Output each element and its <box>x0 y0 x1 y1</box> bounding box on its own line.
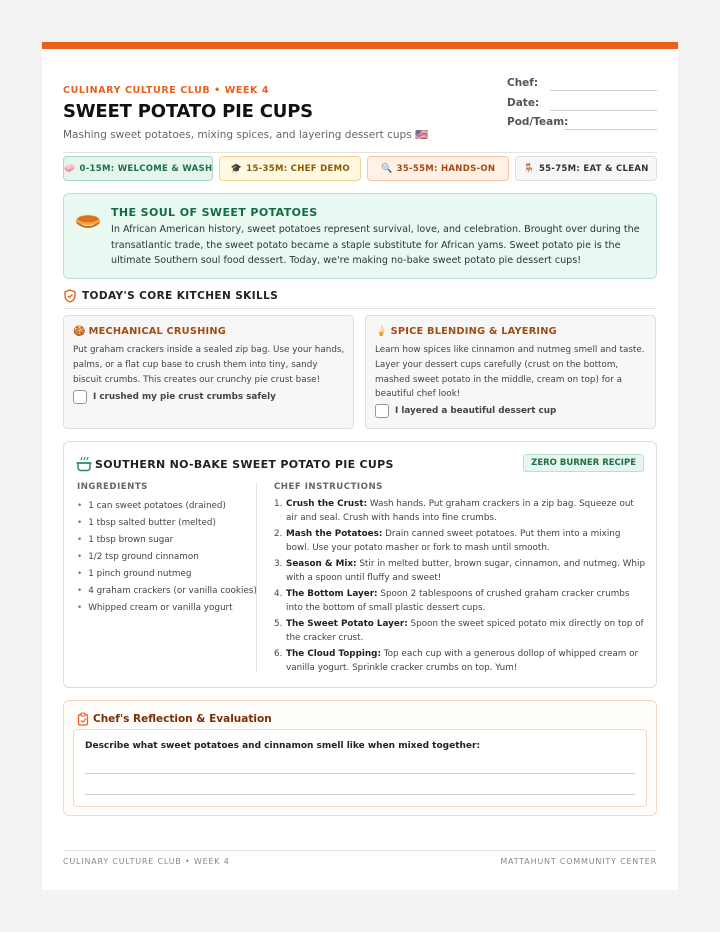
chair-icon: 🪑 <box>523 163 535 174</box>
phase-label: 55-75M: EAT & CLEAN <box>538 163 649 174</box>
date-label: Date: <box>507 97 540 109</box>
phase-label: 15-35M: CHEF DEMO <box>246 163 350 174</box>
skill-card-layering <box>365 315 656 429</box>
cooking-pot-icon <box>76 456 92 472</box>
ingredient-item: • Whipped cream or vanilla yogurt <box>77 600 252 617</box>
step-number: 3. <box>274 559 283 569</box>
clipboard-icon <box>76 712 90 726</box>
instruction-step <box>274 528 646 555</box>
shield-icon <box>63 289 77 303</box>
phase-welcome <box>63 156 213 181</box>
skill-text: Learn how spices like cinnamon and nutmeg smell and taste. Layer your dessert cups carefully (crust on the bottom, mashed sweet potato in the middle, cream on top) for a beautiful chef look! <box>375 345 645 400</box>
worksheet-page <box>42 42 678 890</box>
skill-text: Put graham crackers inside a sealed zip bag. Use your hands, palms, or a flat cup base to crush them into tiny, sandy biscuit crumbs. This creates our crunchy pie crust base! <box>73 345 345 385</box>
chef-label: Chef: <box>507 77 539 89</box>
phase-label: 0-15M: WELCOME & WASH <box>79 163 213 174</box>
checkbox-label: I crushed my pie crust crumbs safely <box>93 392 276 402</box>
step-title: Season & Mix: <box>286 559 357 569</box>
step-text: Spoon 2 tablespoons of crushed graham cracker crumbs into the bottom of small plastic dessert cups. <box>286 589 630 613</box>
pod-label: Pod/Team: <box>507 116 569 128</box>
phase-timeline <box>63 156 657 181</box>
cookie-icon: 🍪 <box>73 326 86 337</box>
instruction-step <box>274 588 646 615</box>
chef-hat-icon: 🎓 <box>230 163 243 174</box>
skill-title <box>375 326 557 337</box>
skill-checkbox-layering[interactable] <box>375 404 556 418</box>
zero-burner-badge: ZERO BURNER RECIPE <box>523 454 644 472</box>
header-divider <box>63 152 657 153</box>
reflection-box <box>63 700 657 816</box>
callout-title: THE SOUL OF SWEET POTATOES <box>111 206 318 219</box>
reflection-answer-area[interactable] <box>73 729 647 807</box>
header <box>42 49 678 149</box>
step-number: 4. <box>274 589 283 599</box>
ingredient-item: • 1 can sweet potatoes (drained) <box>77 498 252 515</box>
step-number: 5. <box>274 619 283 629</box>
chef-line[interactable] <box>550 90 657 91</box>
recipe-title: SOUTHERN NO-BAKE SWEET POTATO PIE CUPS <box>95 458 394 471</box>
instruction-step <box>274 648 646 675</box>
skill-title-text: SPICE BLENDING & LAYERING <box>390 326 557 337</box>
instructions-list <box>274 498 646 678</box>
phase-hands-on <box>367 156 509 181</box>
step-text: Wash hands. Put graham crackers in a zip bag. Squeeze out air and seal. Crush with hands into fine crumbs. <box>286 499 634 523</box>
step-number: 6. <box>274 649 283 659</box>
ice-cream-icon: 🍦 <box>375 326 388 337</box>
step-title: Crush the Crust: <box>286 499 368 509</box>
step-number: 1. <box>274 499 283 509</box>
magnifier-icon: 🔍 <box>381 163 393 174</box>
step-title: Mash the Potatoes: <box>286 529 383 539</box>
step-title: The Sweet Potato Layer: <box>286 619 408 629</box>
phase-eat-clean <box>515 156 657 181</box>
reflection-question: Describe what sweet potatoes and cinnamon smell like when mixed together: <box>85 741 481 751</box>
phase-label: 35-55M: HANDS-ON <box>396 163 496 174</box>
checkbox[interactable] <box>375 404 389 418</box>
date-line[interactable] <box>550 110 657 111</box>
step-number: 2. <box>274 529 283 539</box>
callout-text: In African American history, sweet potatoes represent survival, love, and celebration. Brought over during the transatlantic trade, the sweet potato became a staple substitute for African yams. Sweet potato pie is the ultimate Southern soul food dessert. Today, we're making no-bake sweet potato pie dessert cups! <box>111 224 640 266</box>
step-text: Top each cup with a generous dollop of whipped cream or vanilla yogurt. Sprinkle cracker crumbs on top. Yum! <box>286 649 639 673</box>
answer-line[interactable] <box>85 794 635 795</box>
reflection-title: Chef's Reflection & Evaluation <box>93 713 272 725</box>
subtitle: Mashing sweet potatoes, mixing spices, and layering dessert cups 🇺🇸 <box>63 129 429 141</box>
ingredient-item: • 1/2 tsp ground cinnamon <box>77 549 252 566</box>
skill-card-crushing <box>63 315 354 429</box>
skill-title-text: MECHANICAL CRUSHING <box>88 326 226 337</box>
soap-icon: 🧼 <box>64 163 76 174</box>
ingredient-item: • 1 tbsp brown sugar <box>77 532 252 549</box>
page-title: SWEET POTATO PIE CUPS <box>63 101 313 122</box>
skills-heading <box>63 289 657 309</box>
kicker: CULINARY CULTURE CLUB • WEEK 4 <box>63 85 270 96</box>
skills-heading-label: TODAY'S CORE KITCHEN SKILLS <box>82 290 279 302</box>
footer-divider <box>63 850 657 851</box>
accent-bar <box>42 42 678 49</box>
instruction-step <box>274 558 646 585</box>
skill-checkbox-crushing[interactable] <box>73 390 276 404</box>
instructions-heading: CHEF INSTRUCTIONS <box>274 482 383 492</box>
ingredient-item: • 1 pinch ground nutmeg <box>77 566 252 583</box>
answer-line[interactable] <box>85 773 635 774</box>
ingredients-heading: INGREDIENTS <box>77 482 148 492</box>
checkbox[interactable] <box>73 390 87 404</box>
ingredients-list <box>77 498 257 617</box>
checkbox-label: I layered a beautiful dessert cup <box>395 406 557 416</box>
ingredient-item: • 1 tbsp salted butter (melted) <box>77 515 252 532</box>
pie-icon <box>75 213 101 229</box>
step-text: Spoon the sweet spiced potato mix directly on top of the cracker crust. <box>286 619 644 643</box>
instruction-step <box>274 498 646 525</box>
recipe-card <box>63 441 657 688</box>
step-text: Stir in melted butter, brown sugar, cinnamon, and nutmeg. Whip with a spoon until fluffy and sweet! <box>286 559 646 583</box>
ingredient-item: • 4 graham crackers (or vanilla cookies) <box>77 583 252 600</box>
footer-right: MATTAHUNT COMMUNITY CENTER <box>500 857 657 866</box>
column-divider <box>256 482 257 672</box>
step-title: The Bottom Layer: <box>286 589 378 599</box>
phase-demo <box>219 156 361 181</box>
skill-title <box>73 326 226 337</box>
instruction-step <box>274 618 646 645</box>
step-title: The Cloud Topping: <box>286 649 381 659</box>
step-text: Drain canned sweet potatoes. Put them into a mixing bowl. Use your potato masher or fork to mash until smooth. <box>286 529 621 553</box>
footer-left: CULINARY CULTURE CLUB • WEEK 4 <box>63 857 230 866</box>
history-callout <box>63 193 657 279</box>
pod-line[interactable] <box>564 129 657 130</box>
